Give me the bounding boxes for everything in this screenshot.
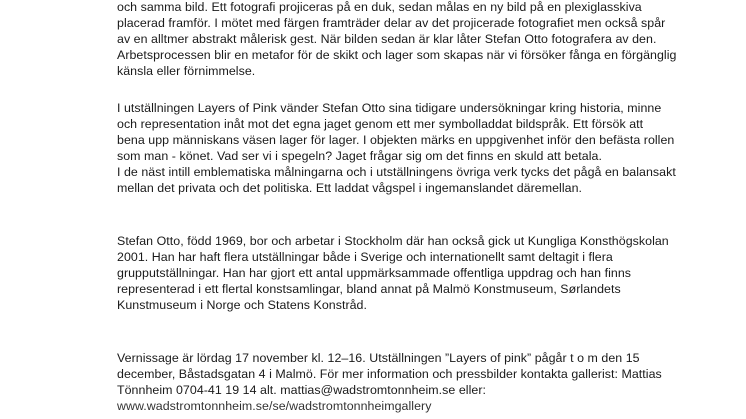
text-line: och samma bild. Ett fotografi projiceras på en duk, sedan målas en ny bild på en plexiglasskiva xyxy=(117,0,642,14)
text-line: grupputställningar. Han har gjort ett antal uppmärksammade offentliga uppdrag och han finns xyxy=(117,266,632,280)
text-line: mellan det privata och det politiska. Ett laddat vågspel i ingemanslandet däremellan. xyxy=(117,181,583,195)
text-line: känsla eller förnimmelse. xyxy=(117,64,256,78)
text-line: Vernissage är lördag 17 november kl. 12–16. Utställningen ”Layers of pink” pågår t o m den 15 xyxy=(117,351,640,365)
text-line: 2001. Han har haft flera utställningar både i Sverige och internationellt samt deltagit i flera xyxy=(117,250,613,264)
text-line: www.wadstromtonnheim.se/se/wadstromtonnheimgallery xyxy=(117,399,432,413)
text-line: I utställningen Layers of Pink vänder Stefan Otto sina tidigare undersökningar kring historia, minne xyxy=(117,101,662,115)
text-line: placerad framför. I mötet med färgen framträder delar av det projicerade fotografiet men också spår xyxy=(117,16,666,30)
text-line: Tönnheim 0704-41 19 14 alt. mattias@wadstromtonnheim.se eller: xyxy=(117,383,486,397)
text-line: I de näst intill emblematiska målningarna och i utställningens övriga verk tycks det pågå en balansakt xyxy=(117,165,676,179)
text-line: december, Båstadsgatan 4 i Malmö. För mer information och pressbilder kontakta gallerist: Mattias xyxy=(117,367,662,381)
text-line: bena upp människans väsen lager för lager. I objekten märks en uppgivenhet inför den befästa rollen xyxy=(117,133,675,147)
text-line: som man - könet. Vad ser vi i spegeln? Jaget frågar sig om det finns en skuld att betala. xyxy=(117,149,602,163)
text-line: Arbetsprocessen blir en metafor för de skikt och lager som skapas när vi försöker fånga en förgänglig xyxy=(117,48,677,62)
text-line: av en alltmer abstrakt målerisk gest. När bilden sedan är klar låter Stefan Otto fotografera av den. xyxy=(117,32,657,46)
text-line: Kunstmuseum i Norge och Statens Konstråd. xyxy=(117,298,367,312)
text-line: och representation inåt mot det egna jaget genom ett mer symbolladdat bildspråk. Ett försök att xyxy=(117,117,644,131)
text-line: Stefan Otto, född 1969, bor och arbetar i Stockholm där han också gick ut Kungliga Konsthögskolan xyxy=(117,234,669,248)
text-line: representerad i ett flertal konstsamlingar, bland annat på Malmö Konstmuseum, Sørlandets xyxy=(117,282,621,296)
